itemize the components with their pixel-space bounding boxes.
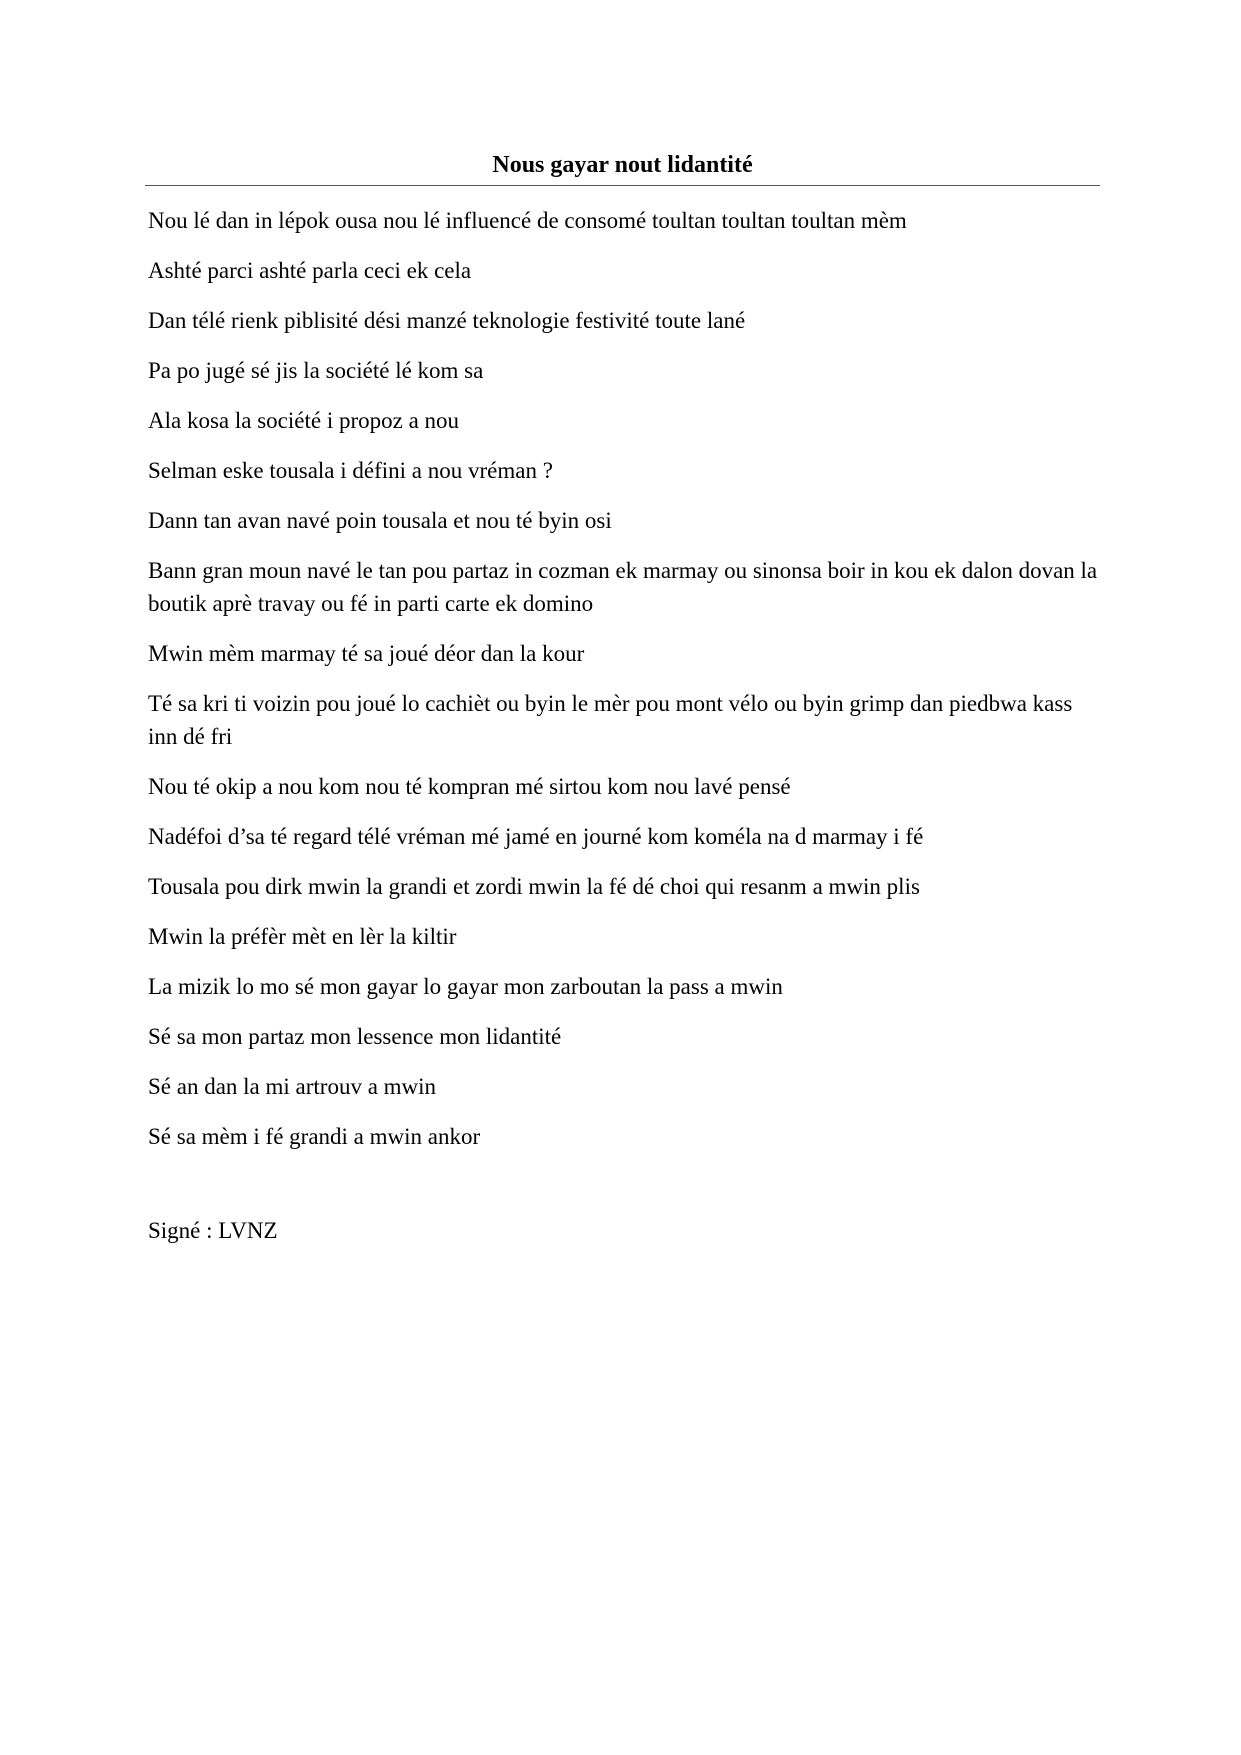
paragraph: Nou té okip a nou kom nou té kompran mé sirtou kom nou lavé pensé xyxy=(148,774,791,799)
paragraph: Nou lé dan in lépok ousa nou lé influencé de consomé toultan toultan toultan mèm xyxy=(148,208,907,233)
paragraph: La mizik lo mo sé mon gayar lo gayar mon zarboutan la pass a mwin xyxy=(148,974,783,999)
paragraph: Sé sa mèm i fé grandi a mwin ankor xyxy=(148,1124,481,1149)
title-underline xyxy=(145,185,1100,186)
paragraph: Mwin la préfèr mèt en lèr la kiltir xyxy=(148,924,457,949)
paragraph: Pa po jugé sé jis la société lé kom sa xyxy=(148,358,484,383)
paragraph: Ala kosa la société i propoz a nou xyxy=(148,408,460,433)
paragraph: Nadéfoi d’sa té regard télé vréman mé jamé en journé kom koméla na d marmay i fé xyxy=(148,824,924,849)
paragraph: Mwin mèm marmay té sa joué déor dan la kour xyxy=(148,641,585,666)
paragraph: Bann gran moun navé le tan pou partaz in cozman ek marmay ou sinonsa boir in kou ek dalon dovan la boutik aprè travay ou fé in parti carte ek domino xyxy=(148,558,1098,616)
paragraph: Ashté parci ashté parla ceci ek cela xyxy=(148,258,472,283)
paragraph: Dan télé rienk piblisité dési manzé teknologie festivité toute lané xyxy=(148,308,746,333)
document-title: Nous gayar nout lidantité xyxy=(492,152,753,178)
paragraph: Tousala pou dirk mwin la grandi et zordi mwin la fé dé choi qui resanm a mwin plis xyxy=(148,874,920,899)
paragraph: Dann tan avan navé poin tousala et nou té byin osi xyxy=(148,508,612,533)
paragraph: Té sa kri ti voizin pou joué lo cachièt ou byin le mèr pou mont vélo ou byin grimp dan piedbwa kass inn dé fri xyxy=(148,691,1073,749)
paragraph: Selman eske tousala i défini a nou vréman ? xyxy=(148,458,553,483)
paragraph: Sé an dan la mi artrouv a mwin xyxy=(148,1074,437,1099)
paragraph: Sé sa mon partaz mon lessence mon lidantité xyxy=(148,1024,562,1049)
poem-body xyxy=(148,204,1098,1170)
signature: Signé : LVNZ xyxy=(148,1218,278,1243)
